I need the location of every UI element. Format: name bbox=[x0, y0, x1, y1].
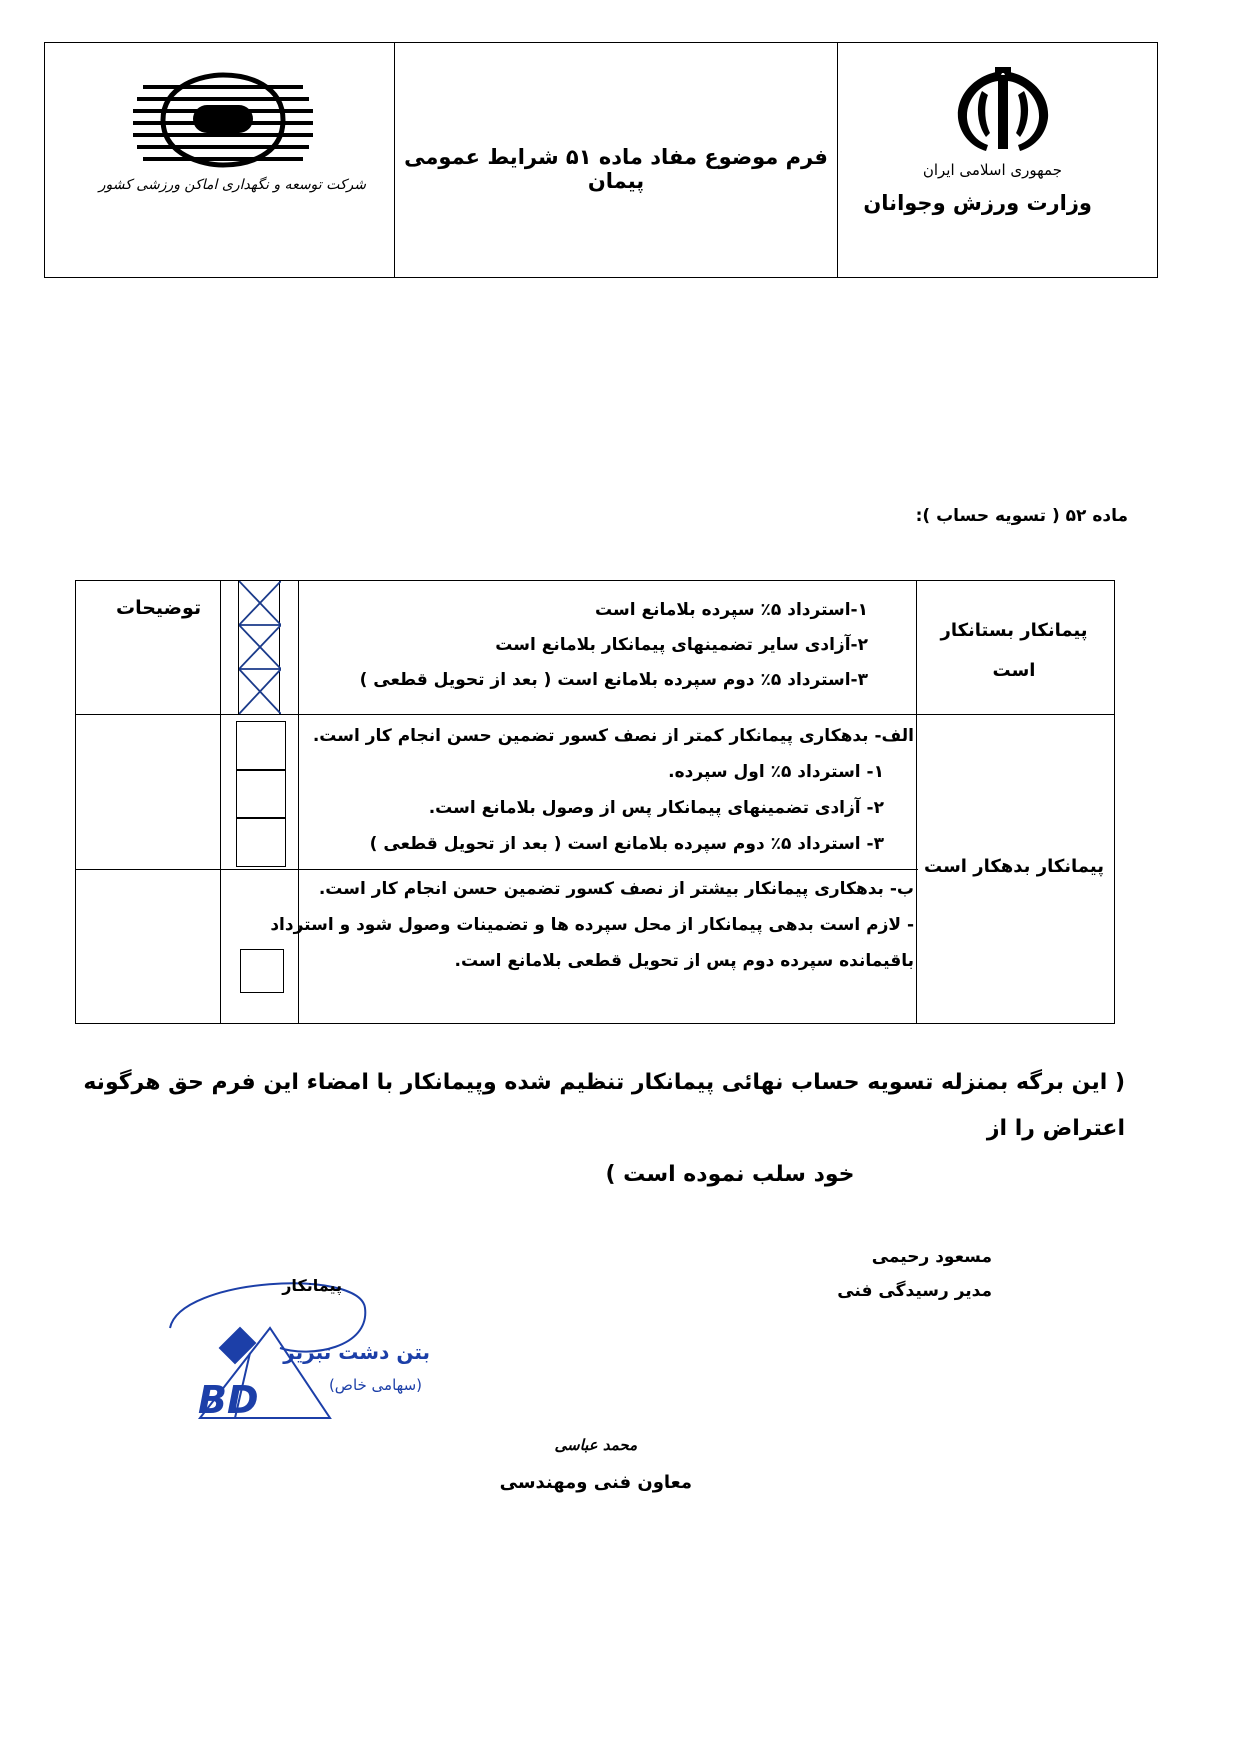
stamp-company: بتن دشت تبریز bbox=[283, 1340, 430, 1364]
debtor-b-line: - لازم است بدهی پیمانکار از محل سپرده ها و تضمینات وصول شود و استرداد bbox=[270, 915, 914, 935]
settlement-statement bbox=[75, 1060, 1125, 1198]
creditor-item: ۳-استرداد ۵٪ دوم سپرده بلامانع است ( بعد از تحویل قطعی ) bbox=[359, 670, 868, 690]
deputy-name: محمد عباسی bbox=[554, 1436, 638, 1454]
settlement-table bbox=[75, 580, 1115, 1024]
debtor-a-item: ۲- آزادی تضمینهای پیمانکار پس از وصول بلامانع است. bbox=[428, 798, 884, 818]
deputy-signature bbox=[500, 1428, 692, 1504]
row-label-debtor: پیمانکار بدهکار است bbox=[924, 856, 1104, 877]
header-title-cell bbox=[394, 43, 837, 277]
creditor-item: ۲-آزادی سایر تضمینهای پیمانکار بلامانع است bbox=[495, 635, 868, 655]
ministry-name: وزارت ورزش وجوانان bbox=[863, 191, 1092, 215]
debtor-b-section bbox=[270, 871, 914, 979]
header-company-cell bbox=[45, 43, 396, 277]
checked-checkbox-icon[interactable] bbox=[239, 581, 281, 714]
divider bbox=[76, 869, 918, 870]
debtor-b-line: باقیمانده سپرده دوم پس از تحویل قطعی بلامانع است. bbox=[454, 951, 914, 971]
statement-line: ( این برگه بمنزله تسویه حساب نهائی پیمانکار تنظیم شده وپیمانکار با امضاء این فرم حق هرگونه اعتراض را از bbox=[83, 1070, 1125, 1141]
debtor-b-heading: ب- بدهکاری پیمانکار بیشتر از نصف کسور تضمین حسن انجام کار است. bbox=[318, 879, 914, 899]
header-box bbox=[44, 42, 1158, 278]
checkbox-debtor-a-3[interactable] bbox=[236, 817, 286, 867]
debtor-a-heading: الف- بدهکاری پیمانکار کمتر از نصف کسور تضمین حسن انجام کار است. bbox=[312, 726, 914, 746]
debtor-a-item: ۳- استرداد ۵٪ دوم سپرده بلامانع است ( بعد از تحویل قطعی ) bbox=[369, 834, 884, 854]
debtor-a-item: ۱- استرداد ۵٪ اول سپرده. bbox=[668, 762, 884, 782]
checkbox-debtor-a-1[interactable] bbox=[236, 721, 286, 771]
statement-line: خود سلب نموده است ) bbox=[605, 1162, 855, 1187]
divider bbox=[220, 581, 221, 1023]
creditor-item: ۱-استرداد ۵٪ سپرده بلامانع است bbox=[595, 600, 868, 620]
creditor-items bbox=[360, 593, 868, 698]
reviewer-name: مسعود رحیمی bbox=[871, 1247, 992, 1267]
debtor-a-section bbox=[313, 718, 914, 862]
checkbox-debtor-b[interactable] bbox=[240, 949, 284, 993]
contractor-label: پیمانکار bbox=[282, 1276, 342, 1295]
reviewer-signature bbox=[837, 1240, 992, 1308]
checkbox-debtor-a-2[interactable] bbox=[236, 769, 286, 819]
section-title: ماده ۵۲ ( تسویه حساب ): bbox=[915, 506, 1128, 526]
row-label-line: پیمانکار بستانکار bbox=[940, 620, 1088, 641]
divider bbox=[76, 714, 1114, 715]
divider bbox=[916, 581, 917, 1023]
company-logo-icon bbox=[133, 65, 313, 175]
row-label-creditor bbox=[924, 611, 1104, 691]
stamp-logo: BD bbox=[198, 1378, 259, 1422]
header-ministry-cell bbox=[837, 43, 1157, 277]
stamp-type: (سهامی خاص) bbox=[328, 1376, 422, 1394]
country-name: جمهوری اسلامی ایران bbox=[922, 161, 1062, 179]
deputy-title: معاون فنی ومهندسی bbox=[499, 1472, 692, 1493]
notes-label: توضیحات bbox=[116, 597, 202, 619]
iran-emblem-icon bbox=[948, 63, 1058, 153]
contractor-stamp bbox=[160, 1268, 430, 1428]
row-label-line: است bbox=[992, 660, 1036, 681]
checkbox-group-creditor bbox=[238, 581, 280, 714]
reviewer-title: مدیر رسیدگی فنی bbox=[837, 1281, 992, 1301]
form-title: فرم موضوع مفاد ماده ۵۱ شرایط عمومی پیمان bbox=[404, 145, 828, 193]
company-name: شرکت توسعه و نگهداری اماکن ورزشی کشور bbox=[98, 177, 366, 193]
